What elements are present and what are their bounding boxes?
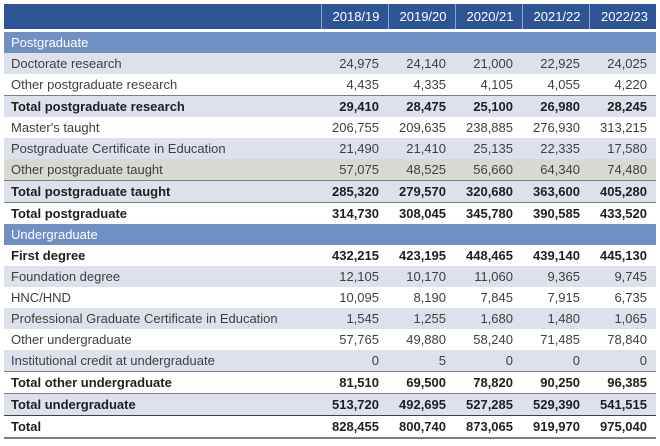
- row-label: First degree: [4, 245, 321, 266]
- value-cell: 445,130: [589, 245, 656, 266]
- row-label: Foundation degree: [4, 266, 321, 287]
- value-cell: 0: [522, 350, 589, 372]
- value-cell: 28,475: [388, 96, 455, 118]
- value-cell: 10,170: [388, 266, 455, 287]
- table-body: [4, 31, 656, 439]
- table-row: [4, 159, 656, 181]
- value-cell: 314,730: [321, 203, 388, 225]
- value-cell: 423,195: [388, 245, 455, 266]
- row-label: Total postgraduate research: [4, 96, 321, 118]
- row-label: HNC/HND: [4, 287, 321, 308]
- value-cell: 0: [455, 350, 522, 372]
- row-label: Total postgraduate: [4, 203, 321, 225]
- value-cell: 313,215: [589, 117, 656, 138]
- value-cell: 238,885: [455, 117, 522, 138]
- value-cell: 828,455: [321, 416, 388, 439]
- value-cell: 71,485: [522, 329, 589, 350]
- value-cell: 4,220: [589, 74, 656, 96]
- value-cell: 4,105: [455, 74, 522, 96]
- year-column-header: 2020/21: [455, 4, 522, 31]
- value-cell: 1,255: [388, 308, 455, 329]
- value-cell: 78,840: [589, 329, 656, 350]
- section-band: [4, 224, 656, 245]
- value-cell: 29,410: [321, 96, 388, 118]
- value-cell: 5: [388, 350, 455, 372]
- row-label: Doctorate research: [4, 53, 321, 74]
- value-cell: 9,365: [522, 266, 589, 287]
- header-row: [4, 4, 656, 31]
- value-cell: 25,135: [455, 138, 522, 159]
- value-cell: 78,820: [455, 372, 522, 394]
- table-row: [4, 96, 656, 118]
- row-label: Total other undergraduate: [4, 372, 321, 394]
- value-cell: 405,280: [589, 181, 656, 203]
- year-column-header: 2019/20: [388, 4, 455, 31]
- year-column-header: 2021/22: [522, 4, 589, 31]
- table-row: [4, 53, 656, 74]
- value-cell: 279,570: [388, 181, 455, 203]
- row-label: Institutional credit at undergraduate: [4, 350, 321, 372]
- value-cell: 433,520: [589, 203, 656, 225]
- row-label: Master's taught: [4, 117, 321, 138]
- value-cell: 308,045: [388, 203, 455, 225]
- value-cell: 81,510: [321, 372, 388, 394]
- value-cell: 7,845: [455, 287, 522, 308]
- value-cell: 28,245: [589, 96, 656, 118]
- row-label: Other postgraduate taught: [4, 159, 321, 181]
- table-row: [4, 350, 656, 372]
- value-cell: 24,140: [388, 53, 455, 74]
- value-cell: 11,060: [455, 266, 522, 287]
- year-column-header: 2022/23: [589, 4, 656, 31]
- table-row: [4, 266, 656, 287]
- value-cell: 975,040: [589, 416, 656, 439]
- row-label: Total undergraduate: [4, 394, 321, 416]
- value-cell: 541,515: [589, 394, 656, 416]
- student-numbers-table: [4, 4, 656, 439]
- table-row: [4, 372, 656, 394]
- value-cell: 285,320: [321, 181, 388, 203]
- value-cell: 527,285: [455, 394, 522, 416]
- value-cell: 12,105: [321, 266, 388, 287]
- value-cell: 69,500: [388, 372, 455, 394]
- value-cell: 1,480: [522, 308, 589, 329]
- value-cell: 873,065: [455, 416, 522, 439]
- value-cell: 6,735: [589, 287, 656, 308]
- value-cell: 64,340: [522, 159, 589, 181]
- value-cell: 8,190: [388, 287, 455, 308]
- value-cell: 57,765: [321, 329, 388, 350]
- value-cell: 58,240: [455, 329, 522, 350]
- value-cell: 1,545: [321, 308, 388, 329]
- corner-cell: [4, 4, 321, 31]
- row-label: Other undergraduate: [4, 329, 321, 350]
- table-row: [4, 394, 656, 416]
- value-cell: 390,585: [522, 203, 589, 225]
- table-row: [4, 308, 656, 329]
- value-cell: 800,740: [388, 416, 455, 439]
- value-cell: 25,100: [455, 96, 522, 118]
- value-cell: 0: [589, 350, 656, 372]
- table-row: [4, 245, 656, 266]
- value-cell: 492,695: [388, 394, 455, 416]
- table-row: [4, 74, 656, 96]
- value-cell: 4,335: [388, 74, 455, 96]
- value-cell: 21,000: [455, 53, 522, 74]
- section-label: Undergraduate: [4, 224, 656, 245]
- value-cell: 48,525: [388, 159, 455, 181]
- value-cell: 17,580: [589, 138, 656, 159]
- value-cell: 448,465: [455, 245, 522, 266]
- value-cell: 513,720: [321, 394, 388, 416]
- table-row: [4, 181, 656, 203]
- table-row: [4, 287, 656, 308]
- row-label: Postgraduate Certificate in Education: [4, 138, 321, 159]
- section-band: [4, 31, 656, 54]
- value-cell: 96,385: [589, 372, 656, 394]
- row-label: Other postgraduate research: [4, 74, 321, 96]
- row-label: Total: [4, 416, 321, 439]
- value-cell: 26,980: [522, 96, 589, 118]
- value-cell: 56,660: [455, 159, 522, 181]
- table-row: [4, 138, 656, 159]
- value-cell: 4,055: [522, 74, 589, 96]
- value-cell: 919,970: [522, 416, 589, 439]
- table-row: [4, 117, 656, 138]
- value-cell: 22,925: [522, 53, 589, 74]
- year-column-header: 2018/19: [321, 4, 388, 31]
- value-cell: 90,250: [522, 372, 589, 394]
- row-label: Professional Graduate Certificate in Education: [4, 308, 321, 329]
- value-cell: 0: [321, 350, 388, 372]
- section-label: Postgraduate: [4, 31, 656, 54]
- value-cell: 4,435: [321, 74, 388, 96]
- value-cell: 10,095: [321, 287, 388, 308]
- value-cell: 276,930: [522, 117, 589, 138]
- value-cell: 209,635: [388, 117, 455, 138]
- value-cell: 49,880: [388, 329, 455, 350]
- value-cell: 529,390: [522, 394, 589, 416]
- value-cell: 439,140: [522, 245, 589, 266]
- value-cell: 363,600: [522, 181, 589, 203]
- table-row: [4, 203, 656, 225]
- value-cell: 57,075: [321, 159, 388, 181]
- value-cell: 74,480: [589, 159, 656, 181]
- value-cell: 432,215: [321, 245, 388, 266]
- value-cell: 320,680: [455, 181, 522, 203]
- value-cell: 24,025: [589, 53, 656, 74]
- value-cell: 9,745: [589, 266, 656, 287]
- value-cell: 21,490: [321, 138, 388, 159]
- table-row: [4, 329, 656, 350]
- value-cell: 1,065: [589, 308, 656, 329]
- value-cell: 7,915: [522, 287, 589, 308]
- value-cell: 24,975: [321, 53, 388, 74]
- value-cell: 1,680: [455, 308, 522, 329]
- value-cell: 21,410: [388, 138, 455, 159]
- value-cell: 22,335: [522, 138, 589, 159]
- value-cell: 345,780: [455, 203, 522, 225]
- table-row: [4, 416, 656, 439]
- row-label: Total postgraduate taught: [4, 181, 321, 203]
- value-cell: 206,755: [321, 117, 388, 138]
